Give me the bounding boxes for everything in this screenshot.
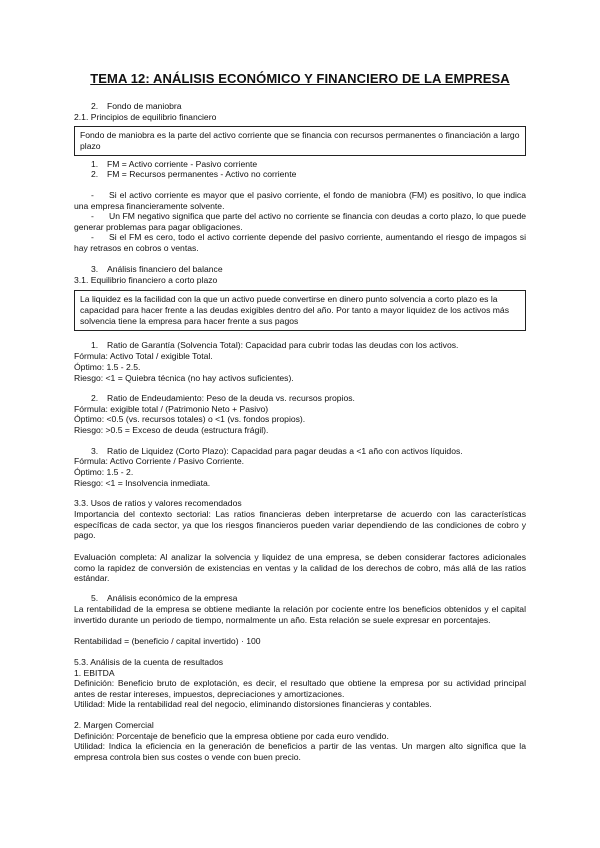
bullet-dash: - bbox=[91, 232, 94, 242]
ebitda-title: 1. EBITDA bbox=[74, 668, 115, 678]
ebitda-definition: Definición: Beneficio bruto de explotación, es decir, el resultado que obtiene la empresa por su actividad principal antes de restar intereses, impuestos, depreciaciones y amortizaciones. bbox=[74, 678, 526, 699]
definition-box-liquidez: La liquidez es la facilidad con la que un activo puede convertirse en dinero punto solvencia a corto plazo es la capacidad para hacer frente a las deudas exigibles dentro del año. Por tanto a mayor liquidez de los activos más solvencia tiene la empresa para hacer frente a sus pagos bbox=[74, 290, 526, 331]
subsection-5-3: 5.3. Análisis de la cuenta de resultados bbox=[74, 657, 224, 667]
ratio-endeudamiento-optimo: Óptimo: <0.5 (vs. recursos totales) o <1 (vs. fondos propios). bbox=[74, 414, 306, 424]
section-5-heading: 5. Análisis económico de la empresa bbox=[91, 593, 238, 603]
bullet-fm-cero: Si el FM es cero, todo el activo corriente depende del pasivo corriente, aumentando el riesgo de impagos si hay retrasos en cobros o ventas. bbox=[74, 232, 526, 253]
section-2-heading: 2. Fondo de maniobra bbox=[91, 101, 182, 111]
ratio-endeudamiento-title: 2. Ratio de Endeudamiento: Peso de la deuda vs. recursos propios. bbox=[91, 393, 355, 403]
ratio-liquidez-optimo: Óptimo: 1.5 - 2. bbox=[74, 467, 134, 477]
ratio-garantia-title: 1. Ratio de Garantía (Solvencia Total): Capacidad para cubrir todas las deudas con los activos. bbox=[91, 340, 459, 350]
bullet-dash: - bbox=[91, 190, 94, 200]
bullet-fm-positivo: Si el activo corriente es mayor que el pasivo corriente, el fondo de maniobra (FM) es positivo, lo que indica una empresa financieramente solvente. bbox=[74, 190, 526, 211]
ratio-liquidez-formula: Fórmula: Activo Corriente / Pasivo Corriente. bbox=[74, 456, 245, 466]
formula-rentabilidad: Rentabilidad = (beneficio / capital invertido) · 100 bbox=[74, 636, 261, 646]
bullet-fm-negativo: Un FM negativo significa que parte del activo no corriente se financia con deudas a corto plazo, lo que puede generar problemas para pagar obligaciones. bbox=[74, 211, 526, 232]
ratio-garantia-riesgo: Riesgo: <1 = Quiebra técnica (no hay activos suficientes). bbox=[74, 373, 294, 383]
margen-utility: Utilidad: Indica la eficiencia en la generación de beneficios a partir de las ventas. Un margen alto significa que la empresa controla bien sus costes o vende con buen precio. bbox=[74, 741, 526, 762]
bullet-dash: - bbox=[91, 211, 94, 221]
paragraph-contexto-sectorial: Importancia del contexto sectorial: Las ratios financieras deben interpretarse de acuerdo con las características específicas de cada sector, ya que los riesgos financieros pueden variar dependiendo de las condiciones de cobro y pago. bbox=[74, 509, 526, 540]
formula-item-1: 1. FM = Activo corriente - Pasivo corriente bbox=[91, 159, 258, 169]
ratio-liquidez-riesgo: Riesgo: <1 = Insolvencia inmediata. bbox=[74, 478, 211, 488]
ratio-garantia-formula: Fórmula: Activo Total / exigible Total. bbox=[74, 351, 213, 361]
section-3-heading: 3. Análisis financiero del balance bbox=[91, 264, 223, 274]
paragraph-evaluacion-completa: Evaluación completa: Al analizar la solvencia y liquidez de una empresa, se deben considerar factores adicionales como la rapidez de conversión de existencias en ventas y la calidad de los derechos de cobro, más allá de las ratios estándar. bbox=[74, 552, 526, 583]
ratio-garantia-optimo: Óptimo: 1.5 - 2.5. bbox=[74, 362, 141, 372]
ratio-endeudamiento-riesgo: Riesgo: >0.5 = Exceso de deuda (estructura frágil). bbox=[74, 425, 269, 435]
definition-box-fondo-maniobra: Fondo de maniobra es la parte del activo corriente que se financia con recursos permanentes o financiación a largo plazo bbox=[74, 126, 526, 156]
margen-definition: Definición: Porcentaje de beneficio que la empresa obtiene por cada euro vendido. bbox=[74, 731, 389, 741]
subsection-2-1: 2.1. Principios de equilibrio financiero bbox=[74, 112, 217, 122]
margen-title: 2. Margen Comercial bbox=[74, 720, 154, 730]
subsection-3-1: 3.1. Equilibrio financiero a corto plazo bbox=[74, 275, 218, 285]
page-title: TEMA 12: ANÁLISIS ECONÓMICO Y FINANCIERO DE LA EMPRESA bbox=[90, 71, 510, 86]
subsection-3-3: 3.3. Usos de ratios y valores recomendados bbox=[74, 498, 242, 508]
ratio-endeudamiento-formula: Fórmula: exigible total / (Patrimonio Neto + Pasivo) bbox=[74, 404, 269, 414]
paragraph-rentabilidad: La rentabilidad de la empresa se obtiene mediante la relación por cociente entre los beneficios obtenidos y el capital invertido durante un periodo de tiempo, normalmente un año. Esta relación se suele expresar en porcentajes. bbox=[74, 604, 526, 625]
ebitda-utility: Utilidad: Mide la rentabilidad real del negocio, eliminando distorsiones financieras y contables. bbox=[74, 699, 432, 709]
formula-item-2: 2. FM = Recursos permanentes - Activo no corriente bbox=[91, 169, 297, 179]
ratio-liquidez-title: 3. Ratio de Liquidez (Corto Plazo): Capacidad para pagar deudas a <1 año con activos líquidos. bbox=[91, 446, 463, 456]
